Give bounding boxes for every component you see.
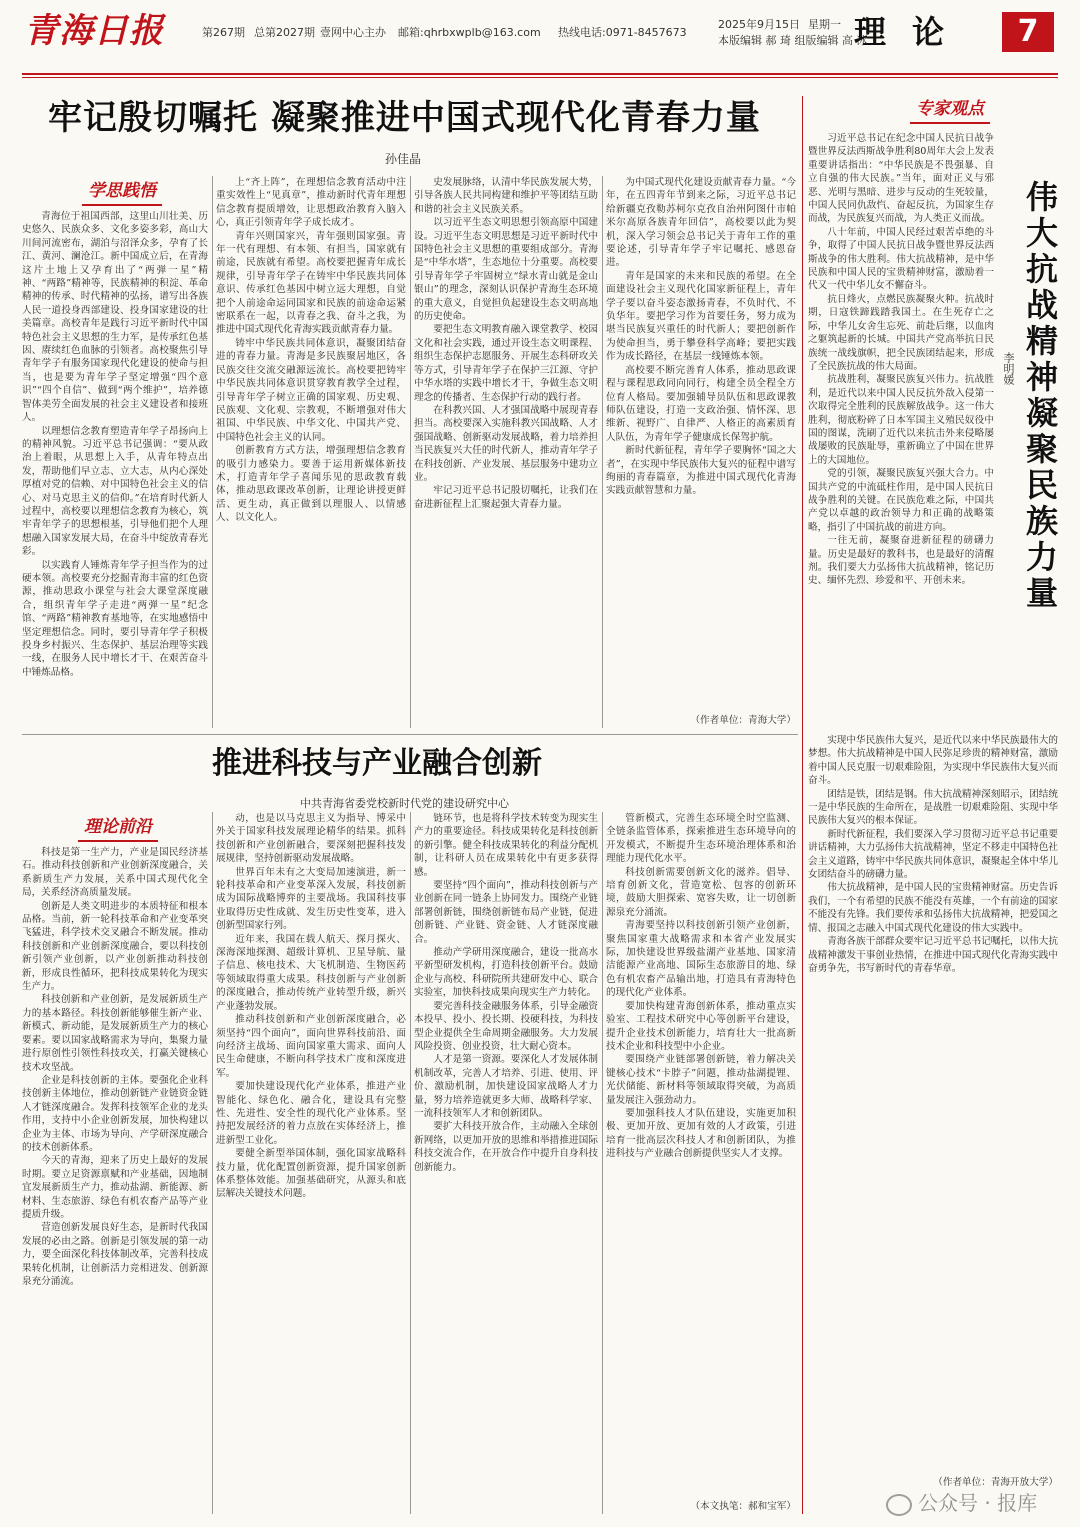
article1-col4-para: 新时代新征程，青年学子要胸怀“国之大者”，在实现中华民族伟大复兴的征程中谱写绚丽的青春篇章，为推进中国式现代化青海实践贡献智慧和力量。: [606, 445, 796, 497]
article1-col2-para: 铸牢中华民族共同体意识，凝聚团结奋进的青春力量。青海是多民族聚居地区，各民族交往交流交融源远流长。高校要把铸牢中华民族共同体意识贯穿教育教学全过程，引导青年学子树立正确的国家观、历史观、民族观、文化观、宗教观，不断增强对伟大祖国、中华民族、中华文化、中国共产党、中国特色社会主义的认同。: [216, 337, 406, 443]
article2-col1-para: 创新是人类文明进步的本质特征和根本品格。当前，新一轮科技革命和产业变革突飞猛进，科学技术交叉融合不断发展。推动科技创新和产业创新深度融合，要以科技创新引领产业创新，以产业创新推动科技创新，形成良性循环，把科技成果转化为现实生产力。: [22, 900, 208, 993]
article2-col2-para: 世界百年未有之大变局加速演进，新一轮科技革命和产业变革深入发展，科技创新成为国际战略博弈的主要战场。我国科技事业取得历史性成就、发生历史性变革，进入创新型国家行列。: [216, 866, 406, 932]
article2-col2-para: 推动科技创新和产业创新深度融合，必须坚持“四个面向”，面向世界科技前沿、面向经济主战场、面向国家重大需求、面向人民生命健康，不断向科学技术广度和深度进军。: [216, 1014, 406, 1079]
article1-col2-para: 上“齐上阵”，在理想信念教育活动中注重实效性上“见真章”，推动新时代青年理想信念教育提质增效，让思想政治教育入脑入心，真正引领青年学子成长成才。: [216, 177, 406, 229]
article2-col3-para: 要坚持“四个面向”，推动科技创新与产业创新在同一链条上协同发力。围绕产业链部署创新链，围绕创新链布局产业链，促进创新链、产业链、资金链、人才链深度融合。: [414, 880, 598, 945]
article2-col3-para: 推动产学研用深度融合，建设一批高水平新型研发机构，打造科技创新平台。鼓励企业与高校、科研院所共建研发中心、联合实验室，加快科技成果向现实生产力转化。: [414, 947, 598, 999]
article2-col3-para: 要扩大科技开放合作，主动融入全球创新网络，以更加开放的思维和举措推进国际科技交流合作，在开放合作中提升自身科技创新能力。: [414, 1121, 598, 1173]
article1-col4-para: 青年是国家的未来和民族的希望。在全面建设社会主义现代化国家新征程上，青年学子要以奋斗姿态激扬青春，不负时代、不负华年。要把学习作为首要任务，努力成为堪当民族复兴重任的时代新人；要把创新作为使命担当，勇于攀登科学高峰；要把实践作为成长路径，在基层一线锤炼本领。: [606, 270, 796, 363]
article2-headline[interactable]: 推进科技与产业融合创新: [212, 746, 542, 781]
article3-col1-para: 习近平总书记在纪念中国人民抗日战争暨世界反法西斯战争胜利80周年大会上发表重要讲话指出：“中华民族是不畏强暴、自立自强的伟大民族。”当年，面对正义与邪恶、光明与黑暗、进步与反动的生死较量，中国人民同仇敌忾、奋起反抗，为国家生存而战，为民族复兴而战，为人类正义而战。: [808, 133, 994, 225]
article2-col4-para: 要加强科技人才队伍建设，实施更加积极、更加开放、更加有效的人才政策，引进培育一批高层次科技人才和创新团队，为推进科技与产业融合创新提供坚实人才支撑。: [606, 1107, 796, 1160]
article2-col4-para: 要围绕产业链部署创新链，着力解决关键核心技术“卡脖子”问题，推动盐湖提锂、光伏储能、新材料等领域取得突破，为高质量发展注入强劲动力。: [606, 1054, 796, 1106]
header-rule: [22, 73, 1058, 75]
article1-col1-para: 以理想信念教育塑造青年学子昂扬向上的精神风貌。习近平总书记强调：“要从政治上着眼，从思想上入手，从青年特点出发，帮助他们早立志、立大志，从内心深处厚植对党的信赖、对中国特色社会主义的信心、对马克思主义的信仰。”在培育时代新人过程中，高校要以理想信念教育为核心，筑牢青年学子的思想根基，引导他们把个人理想融入国家发展大局，在奋斗中绽放青春光彩。: [22, 425, 208, 558]
article3-col2-para: 青海各族干部群众要牢记习近平总书记嘱托，以伟大抗战精神激发干事创业热情，在推进中国式现代化青海实践中奋勇争先，书写新时代的青春华章。: [808, 936, 1058, 974]
column-divider: [602, 812, 603, 1514]
article2-col3-para: 要完善科技金融服务体系，引导金融资本投早、投小、投长期、投硬科技，为科技型企业提供全生命周期金融服务。大力发展风险投资、创业投资，壮大耐心资本。: [414, 1000, 598, 1052]
article2-col1-para: 今天的青海，迎来了历史上最好的发展时期。要立足资源禀赋和产业基础，因地制宜发展新质生产力，推动盐湖、新能源、新材料、生态旅游、绿色有机农畜产品等产业提质升级。: [22, 1155, 208, 1220]
article2-col3-para: 链环节，也是将科学技术转变为现实生产力的重要途径。科技成果转化是科技创新的新引擎。健全科技成果转化的利益分配机制，让科研人员在成果转化中有更多获得感。: [414, 813, 598, 878]
page-number: 7: [1002, 12, 1054, 52]
article1-col3-para: 牢记习近平总书记殷切嘱托，让我们在奋进新征程上汇聚起强大青春力量。: [414, 485, 598, 510]
article2-column-3: [414, 812, 598, 1514]
watermark-text: 公众号 · 报库: [918, 1491, 1038, 1515]
article3-col1-para: 抗战胜利，凝聚民族复兴伟力。抗战胜利，是近代以来中国人民反抗外敌入侵第一次取得完全胜利的民族解放战争。这一伟大胜利，彻底粉碎了日本军国主义殖民奴役中国的图谋，洗刷了近代以来抗击外来侵略屡战屡败的民族耻辱，重新确立了中国在世界上的大国地位。: [808, 374, 994, 466]
article1-column-tag: 学思践悟: [82, 180, 162, 206]
article2-col1-para: 企业是科技创新的主体。要强化企业科技创新主体地位，推动创新链产业链资金链人才链深度融合。发挥科技领军企业的龙头作用，支持中小企业创新发展，加快构建以企业为主体、市场为导向、产学研深度融合的技术创新体系。: [22, 1074, 208, 1153]
issue-weekday: 星期一: [808, 18, 841, 31]
article2-col4-para: 科技创新需要创新文化的滋养。倡导、培育创新文化，营造宽松、包容的创新环境，鼓励大胆探索、宽容失败，让一切创新源泉充分涌流。: [606, 866, 796, 918]
article2-col2-para: 动，也是以马克思主义为指导、博采中外关于国家科技发展理论精华的结果。抓科技创新和产业创新融合，要深刻把握科技发展规律，坚持创新驱动发展战略。: [216, 813, 406, 865]
column-divider: [602, 176, 603, 728]
article1-col3-para: 史发展脉络，认清中华民族发展大势，引导各族人民共同构建和维护平等团结互助和谐的社会主义民族关系。: [414, 177, 598, 215]
section-title: 理论: [854, 13, 971, 51]
article3-column-tag: 专家观点: [910, 98, 990, 124]
article1-col2-para: 青年兴则国家兴，青年强则国家强。青年一代有理想、有本领、有担当，国家就有前途，民族就有希望。高校要把握青年成长规律，引导青年学子在铸牢中华民族共同体意识、传承红色基因中树立远大理想，自觉把个人前途命运同国家和民族的前途命运紧密联系在一起，以青春之我、奋斗之我，为推进中国式现代化青海实践贡献青春力量。: [216, 230, 406, 336]
contact-email[interactable]: 邮箱:qhrbxwplb@163.com: [398, 26, 541, 39]
article2-col4-para: 要加快构建青海创新体系，推动重点实验室、工程技术研究中心等创新平台建设，提升企业技术创新能力，培育壮大一批高新技术企业和科技型中小企业。: [606, 1000, 796, 1052]
issue-number: 第267期: [202, 26, 245, 39]
issue-date: 2025年9月15日: [718, 18, 800, 31]
article2-col3-para: 人才是第一资源。要深化人才发展体制机制改革，完善人才培养、引进、使用、评价、激励机制，加快建设国家战略人才力量，努力培养造就更多大师、战略科学家、一流科技领军人才和创新团队。: [414, 1054, 598, 1119]
article2-col1-para: 科技创新和产业创新，是发展新质生产力的基本路径。科技创新能够催生新产业、新模式、新动能，是发展新质生产力的核心要素。要以国家战略需求为导向，集聚力量进行原创性引领性科技攻关，打赢关键核心技术攻坚战。: [22, 994, 208, 1073]
header-rule-thin: [22, 77, 1058, 78]
article3-byline: （作者单位：青海开放大学）: [933, 1477, 1058, 1488]
wechat-icon: [886, 1494, 912, 1516]
article2-author: 中共青海省委党校新时代党的建设研究中心: [300, 797, 509, 810]
article2-column-4: [606, 812, 796, 1496]
article1-col3-para: 要把生态文明教育融入课堂教学、校园文化和社会实践，通过开设生态文明课程、组织生态保护志愿服务、开展生态科研攻关等方式，引导青年学子在保护三江源、守护中华水塔的实践中增长才干，争做生态文明理念的传播者、生态保护行动的践行者。: [414, 324, 598, 403]
article2-column-2: [216, 812, 406, 1514]
article3-col2-para: 团结是铁，团结是钢。伟大抗战精神深刻昭示，团结统一是中华民族的生命所在，是战胜一切艰难险阻、实现中华民族伟大复兴的根本保证。: [808, 788, 1058, 827]
article1-headline[interactable]: 牢记殷切嘱托 凝聚推进中国式现代化青春力量: [48, 98, 761, 138]
article1-author: 孙佳晶: [385, 152, 422, 166]
watermark: [886, 1488, 1056, 1518]
column-divider: [212, 812, 213, 1514]
article1-column-4: [606, 176, 796, 712]
column-divider: [212, 176, 213, 728]
article2-col1-para: 科技是第一生产力，产业是国民经济基石。推动科技创新和产业创新深度融合，关系新质生产力发展，关系中国式现代化全局，关系经济高质量发展。: [22, 847, 208, 899]
article2-col2-para: 要健全新型举国体制，强化国家战略科技力量，优化配置创新资源，提升国家创新体系整体效能。加强基础研究，从源头和底层解决关键技术问题。: [216, 1148, 406, 1200]
article2-col2-para: 要加快建设现代化产业体系，推进产业智能化、绿色化、融合化，建设具有完整性、先进性、安全性的现代化产业体系。坚持把发展经济的着力点放在实体经济上，推进新型工业化。: [216, 1081, 406, 1146]
article1-byline: （作者单位：青海大学）: [690, 715, 796, 726]
article1-col4-para: 高校要不断完善育人体系，推动思政课程与课程思政同向同行，构建全员全程全方位育人格局。要加强辅导员队伍和思政课教师队伍建设，打造一支政治强、情怀深、思维新、视野广、自律严、人格正的高素质育人队伍，为青年学子健康成长保驾护航。: [606, 364, 796, 443]
right-section-divider: [802, 96, 803, 1514]
hotline: 热线电话:0971-8457673: [558, 26, 687, 39]
article1-col1-para: 以实践育人锤炼青年学子担当作为的过硬本领。高校要充分挖掘青海丰富的红色资源，推动思政小课堂与社会大课堂深度融合，组织青年学子走进“两弹一星”纪念馆、“两路”精神教育基地等，在实地感悟中坚定理想信念。同时，要引导青年学子积极投身乡村振兴、生态保护、基层治理等实践一线，在服务人民中增长才干、在艰苦奋斗中锤炼品格。: [22, 559, 208, 678]
editors-credit: 本版编辑 郝 琦 组版编辑 高 冰: [718, 34, 868, 47]
article1-col3-para: 在科教兴国、人才强国战略中展现青春担当。高校要深入实施科教兴国战略、人才强国战略、创新驱动发展战略，着力培养担当民族复兴大任的时代新人，推动青年学子在科技创新、产业发展、基层服务中建功立业。: [414, 404, 598, 483]
article3-headline[interactable]: 伟大抗战精神凝聚民族力量: [1021, 180, 1059, 612]
section-divider: [22, 734, 798, 735]
article2-column-tag: 理论前沿: [78, 816, 158, 842]
article1-column-3: [414, 176, 598, 728]
article2-col1-para: 营造创新发展良好生态，是新时代我国发展的必由之路。创新是引领发展的第一动力，要全面深化科技体制改革，完善科技成果转化机制，让创新活力竞相迸发、创新源泉充分涌流。: [22, 1222, 208, 1287]
masthead-logo: 青海日报: [24, 11, 164, 51]
article2-col4-para: 管新模式，完善生态环境全时空监测、全链条监管体系，探索推进生态环境导向的开发模式，不断提升生态环境治理体系和治理能力现代化水平。: [606, 813, 796, 865]
article1-col3-para: 以习近平生态文明思想引领高原中国建设。习近平生态文明思想是习近平新时代中国特色社会主义思想的重要组成部分。青海是“中华水塔”，生态地位十分重要。高校要引导青年学子牢固树立“绿水青山就是金山银山”的理念，深刻认识保护青海生态环境的重大意义，自觉担负起建设生态文明高地的历史使命。: [414, 217, 598, 323]
column-divider: [410, 812, 411, 1514]
article1-column-2: [216, 176, 406, 728]
article1-col2-para: 创新教育方式方法，增强理想信念教育的吸引力感染力。要善于运用新媒体新技术，打造青年学子喜闻乐见的思政教育载体，推动思政课改革创新，让理论讲授更鲜活、更生动，真正做到以理服人、以情感人、以文化人。: [216, 445, 406, 524]
article3-col1-para: 党的引领，凝聚民族复兴强大合力。中国共产党的中流砥柱作用，是中国人民抗日战争胜利的关键。在民族危难之际，中国共产党以卓越的政治领导力和正确的战略策略，指引了中国抗战的前进方向。: [808, 468, 994, 533]
article3-column-1: [808, 132, 994, 732]
article1-col1-para: 青海位于祖国西部，这里山川壮美、历史悠久、民族众多、文化多姿多彩，高山大川间河流密布，湖泊与沼泽众多，孕育了长江、黄河、澜沧江。新中国成立后，在青海这片土地上又孕育出了“两弹一星”精神、“两路”精神等，民族精神的积淀、革命精神的传承、时代精神的弘扬，谱写出各族人民一道投身西部建设、投身国家建设的壮美篇章。高校青年是践行习近平新时代中国特色社会主义思想的生力军，是传承红色基因、赓续红色血脉的引领者。高校聚焦引导青年学子有服务国家现代化建设的使命与担当，也是要为青年学子坚定增强“四个意识”“四个自信”、做到“两个维护”，培养德智体美劳全面发展的社会主义建设者和接班人。: [22, 211, 208, 424]
article2-byline: （本文执笔：郝和宝军）: [690, 1501, 796, 1512]
article1-column-1: [22, 210, 208, 728]
article3-col1-para: 抗日烽火，点燃民族凝聚火种。抗战时期，日寇铁蹄践踏我国土。在生死存亡之际，中华儿女舍生忘死、前赴后继，以血肉之躯筑起新的长城。中国共产党高举抗日民族统一战线旗帜，把全民族团结起来，形成了全民族抗战的伟大局面。: [808, 293, 994, 372]
article3-col2-para: 伟大抗战精神，是中国人民的宝贵精神财富。历史告诉我们，一个有希望的民族不能没有英雄，一个有前途的国家不能没有先锋。我们要传承和弘扬伟大抗战精神，把爱国之情、报国之志融入中国式现代化建设的伟大实践中。: [808, 882, 1058, 934]
article3-col2-para: 新时代新征程，我们要深入学习贯彻习近平总书记重要讲话精神，大力弘扬伟大抗战精神，坚定不移走中国特色社会主义道路，铸牢中华民族共同体意识，凝聚起全体中华儿女团结奋斗的磅礴力量。: [808, 828, 1058, 881]
publisher-label: 壹网中心主办: [320, 26, 386, 39]
article3-col1-para: 八十年前，中国人民经过艰苦卓绝的斗争，取得了中国人民抗日战争暨世界反法西斯战争的伟大胜利。伟大抗战精神，是中华民族和中国人民的宝贵精神财富，激励着一代又一代中华儿女不懈奋斗。: [808, 226, 994, 292]
article3-column-2: [808, 734, 1058, 1474]
article1-col4-para: 为中国式现代化建设贡献青春力量。“今年，在五四青年节到来之际，习近平总书记给新疆克孜勒苏柯尔克孜自治州阿图什市帕米尔高原各族青年回信”，高校要以此为契机，深入学习领会总书记关于青年工作的重要论述，引导青年学子牢记嘱托、感恩奋进。: [606, 177, 796, 269]
article2-col4-para: 青海要坚持以科技创新引领产业创新，聚焦国家重大战略需求和本省产业发展实际，加快建设世界级盐湖产业基地、国家清洁能源产业高地、国际生态旅游目的地、绿色有机农畜产品输出地，打造具有青海特色的现代化产业体系。: [606, 920, 796, 999]
total-issue-number: 总第2027期: [254, 26, 315, 39]
article3-col2-para: 实现中华民族伟大复兴，是近代以来中华民族最伟大的梦想。伟大抗战精神是中国人民弥足珍贵的精神财富，激励着中国人民克服一切艰难险阻，为实现中华民族伟大复兴而奋斗。: [808, 735, 1058, 787]
article3-author: 李明媛: [1002, 352, 1015, 385]
column-divider: [410, 176, 411, 728]
article3-col1-para: 一往无前，凝聚奋进新征程的磅礴力量。历史是最好的教科书，也是最好的清醒剂。我们要大力弘扬伟大抗战精神，铭记历史、缅怀先烈、珍爱和平、开创未来。: [808, 535, 994, 587]
article2-column-1: [22, 846, 208, 1514]
article2-col2-para: 近年来，我国在载人航天、探月探火、深海深地探测、超级计算机、卫星导航、量子信息、核电技术、大飞机制造、生物医药等领域取得重大成果。科技创新与产业创新的深度融合，推动传统产业转型升级，新兴产业蓬勃发展。: [216, 933, 406, 1012]
